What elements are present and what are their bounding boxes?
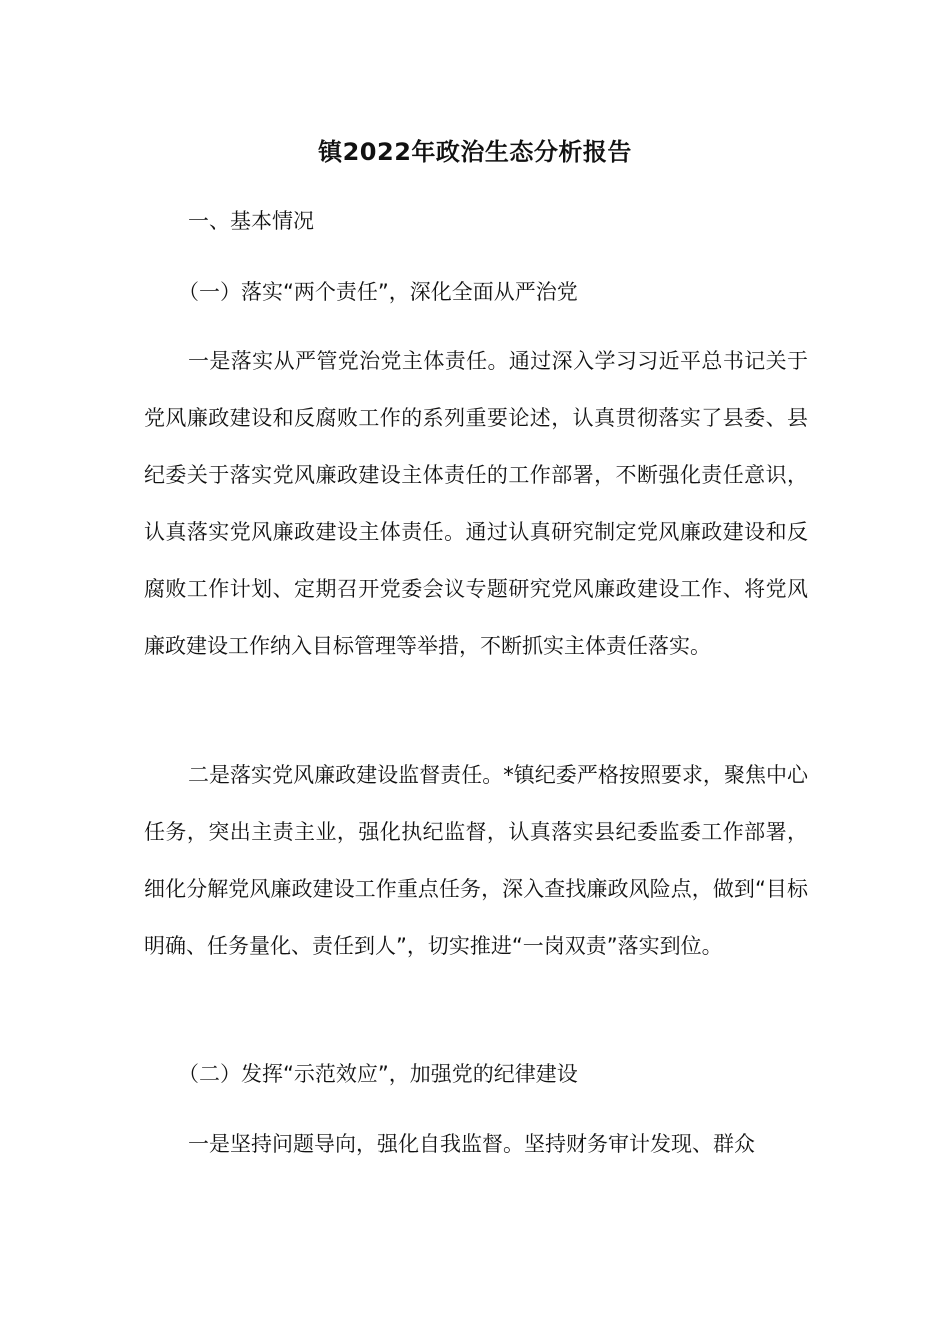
paragraph-supervision-responsibility: 二是落实党风廉政建设监督责任。*镇纪委严格按照要求，聚焦中心任务，突出主责主业，强化执纪监督，认真落实县纪委监委工作部署，细化分解党风廉政建设工作重点任务，深入查找廉政风险点，做到“目标明确、任务量化、责任到人”，切实推进“一岗双责”落实到位。 — [144, 763, 808, 958]
document-title: 镇2022年政治生态分析报告 — [318, 138, 632, 166]
subsection-heading-1: （一）落实“两个责任”，深化全面从严治党 — [178, 280, 578, 304]
section-heading-basic-situation: 一、基本情况 — [188, 209, 314, 233]
paragraph-problem-oriented: 一是坚持问题导向，强化自我监督。坚持财务审计发现、群众 — [188, 1132, 755, 1156]
subsection-heading-2: （二）发挥“示范效应”，加强党的纪律建设 — [178, 1062, 578, 1086]
paragraph-main-responsibility: 一是落实从严管党治党主体责任。通过深入学习习近平总书记关于党风廉政建设和反腐败工作的系列重要论述，认真贯彻落实了县委、县纪委关于落实党风廉政建设主体责任的工作部署，不断强化责任意识，认真落实党风廉政建设主体责任。通过认真研究制定党风廉政建设和反腐败工作计划、定期召开党委会议专题研究党风廉政建设工作、将党风廉政建设工作纳入目标管理等举措，不断抓实主体责任落实。 — [144, 349, 808, 658]
